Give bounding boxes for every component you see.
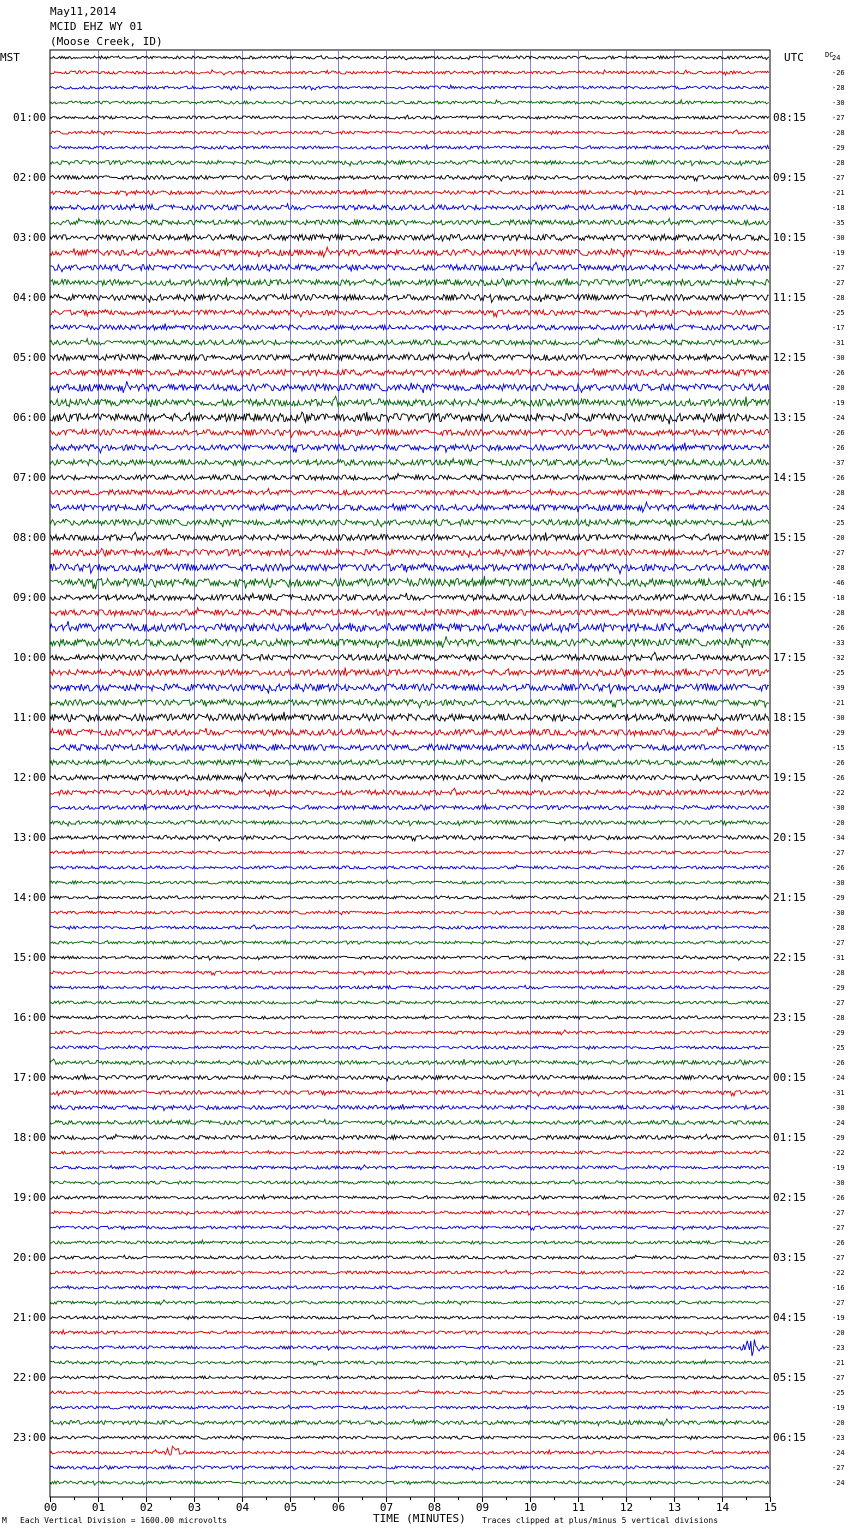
trace-line bbox=[50, 699, 769, 708]
trace-line bbox=[50, 1446, 769, 1455]
trace-line bbox=[50, 1030, 769, 1035]
dc-offset-label: -31 bbox=[832, 954, 845, 962]
dc-offset-label: -30 bbox=[832, 99, 845, 107]
trace-line bbox=[50, 1465, 769, 1470]
x-axis-label: TIME (MINUTES) bbox=[373, 1512, 466, 1525]
dc-offset-label: -30 bbox=[832, 354, 845, 362]
utc-hour-label: 18:15 bbox=[773, 711, 807, 724]
trace-line bbox=[50, 1119, 769, 1124]
dc-header: DC bbox=[825, 51, 834, 59]
trace-line bbox=[50, 1240, 769, 1244]
trace-line bbox=[50, 1180, 769, 1185]
trace-line bbox=[50, 1045, 769, 1050]
mst-hour-label: 13:00 bbox=[13, 831, 47, 844]
trace-line bbox=[50, 985, 769, 989]
dc-offset-label: -21 bbox=[832, 1359, 845, 1367]
trace-line bbox=[50, 743, 769, 751]
dc-offset-label: -27 bbox=[832, 1464, 845, 1472]
trace-line bbox=[50, 145, 769, 149]
trace-line bbox=[50, 381, 769, 393]
dc-offset-label: -19 bbox=[832, 249, 845, 257]
dc-offset-label: -20 bbox=[832, 1419, 845, 1427]
trace-line bbox=[50, 115, 769, 119]
x-tick-label: 09 bbox=[475, 1501, 490, 1514]
dc-offset-label: -26 bbox=[832, 1194, 845, 1202]
trace-line bbox=[50, 130, 769, 135]
utc-hour-label: 04:15 bbox=[773, 1311, 807, 1324]
trace-line bbox=[50, 353, 769, 361]
trace-line bbox=[50, 502, 769, 512]
dc-offset-label: -26 bbox=[832, 1239, 845, 1247]
x-tick-label: 02 bbox=[139, 1501, 154, 1514]
dc-offset-label: -26 bbox=[832, 69, 845, 77]
utc-hour-label: 12:15 bbox=[773, 351, 807, 364]
mst-hour-label: 14:00 bbox=[13, 891, 47, 904]
trace-line bbox=[50, 1165, 769, 1170]
dc-offset-label: -46 bbox=[832, 579, 845, 587]
dc-offset-label: -19 bbox=[832, 399, 845, 407]
mst-hour-label: 17:00 bbox=[13, 1071, 47, 1084]
utc-hour-label: 10:15 bbox=[773, 231, 807, 244]
mst-hour-label: 03:00 bbox=[13, 231, 47, 244]
utc-hour-label: 01:15 bbox=[773, 1131, 807, 1144]
mst-hour-label: 23:00 bbox=[13, 1431, 47, 1444]
utc-hour-label: 14:15 bbox=[773, 471, 807, 484]
dc-offset-label: -27 bbox=[832, 1209, 845, 1217]
corner-mark: M bbox=[2, 1516, 7, 1525]
dc-offset-label: -25 bbox=[832, 1389, 845, 1397]
trace-line bbox=[50, 773, 769, 781]
mst-hour-label: 01:00 bbox=[13, 111, 47, 124]
dc-offset-label: -24 bbox=[832, 504, 845, 512]
dc-offset-label: -16 bbox=[832, 1284, 845, 1292]
trace-line bbox=[50, 295, 769, 303]
utc-hour-label: 02:15 bbox=[773, 1191, 807, 1204]
trace-line bbox=[50, 880, 769, 884]
dc-offset-label: -22 bbox=[832, 1149, 845, 1157]
trace-line bbox=[50, 608, 769, 616]
dc-offset-label: -23 bbox=[832, 1434, 845, 1442]
dc-offset-label: -24 bbox=[832, 1074, 845, 1082]
dc-offset-label: -28 bbox=[832, 1014, 845, 1022]
trace-line bbox=[50, 956, 769, 960]
trace-line bbox=[50, 1134, 769, 1139]
dc-offset-label: -30 bbox=[832, 1179, 845, 1187]
utc-hour-label: 13:15 bbox=[773, 411, 807, 424]
utc-hour-label: 23:15 bbox=[773, 1011, 807, 1024]
x-tick-label: 14 bbox=[715, 1501, 730, 1514]
dc-offset-label: -26 bbox=[832, 369, 845, 377]
trace-line bbox=[50, 458, 769, 466]
dc-offset-label: -21 bbox=[832, 189, 845, 197]
x-tick-label: 12 bbox=[619, 1501, 634, 1514]
dc-offset-label: -25 bbox=[832, 309, 845, 317]
mst-hour-label: 16:00 bbox=[13, 1011, 47, 1024]
x-tick-label: 01 bbox=[91, 1501, 106, 1514]
trace-line bbox=[50, 1226, 769, 1230]
trace-line bbox=[50, 548, 769, 557]
dc-offset-label: -27 bbox=[832, 174, 845, 182]
trace-line bbox=[50, 836, 769, 842]
dc-offset-label: -24 bbox=[832, 414, 845, 422]
trace-line bbox=[50, 1375, 769, 1379]
dc-offset-label: -27 bbox=[832, 1254, 845, 1262]
mst-hour-label: 21:00 bbox=[13, 1311, 47, 1324]
trace-line bbox=[50, 1195, 769, 1199]
dc-offset-label: -29 bbox=[832, 894, 845, 902]
x-tick-label: 15 bbox=[763, 1501, 778, 1514]
clip-note: Traces clipped at plus/minus 5 vertical divisions bbox=[482, 1516, 719, 1525]
x-tick-label: 13 bbox=[667, 1501, 682, 1514]
dc-offset-label: -26 bbox=[832, 864, 845, 872]
trace-line bbox=[50, 820, 769, 826]
dc-offset-label: 24 bbox=[832, 54, 841, 62]
dc-offset-label: -27 bbox=[832, 1374, 845, 1382]
trace-line bbox=[50, 1360, 769, 1365]
trace-line bbox=[50, 1104, 769, 1110]
utc-hour-label: 20:15 bbox=[773, 831, 807, 844]
trace-line bbox=[50, 443, 769, 453]
trace-line bbox=[50, 667, 769, 676]
trace-line bbox=[50, 564, 769, 574]
dc-offset-label: -23 bbox=[832, 1344, 845, 1352]
utc-hour-label: 15:15 bbox=[773, 531, 807, 544]
trace-line bbox=[50, 474, 769, 481]
dc-offset-label: -26 bbox=[832, 759, 845, 767]
dc-offset-label: -27 bbox=[832, 549, 845, 557]
utc-hour-label: 09:15 bbox=[773, 171, 807, 184]
dc-offset-label: -27 bbox=[832, 999, 845, 1007]
utc-hour-label: 06:15 bbox=[773, 1431, 807, 1444]
dc-offset-label: -29 bbox=[832, 144, 845, 152]
dc-offset-label: -30 bbox=[832, 714, 845, 722]
dc-offset-label: -28 bbox=[832, 294, 845, 302]
utc-hour-label: 03:15 bbox=[773, 1251, 807, 1264]
dc-offset-label: -29 bbox=[832, 984, 845, 992]
trace-line bbox=[50, 429, 769, 437]
trace-line bbox=[50, 1090, 769, 1096]
trace-line bbox=[50, 1435, 769, 1440]
dc-offset-label: -29 bbox=[832, 1134, 845, 1142]
left-axis-title: MST bbox=[0, 51, 20, 64]
dc-offset-label: -28 bbox=[832, 564, 845, 572]
trace-line bbox=[50, 518, 769, 527]
utc-hour-label: 16:15 bbox=[773, 591, 807, 604]
dc-offset-label: -19 bbox=[832, 1404, 845, 1412]
trace-line bbox=[50, 910, 769, 915]
dc-offset-label: -20 bbox=[832, 819, 845, 827]
dc-offset-label: -21 bbox=[832, 699, 845, 707]
trace-line bbox=[50, 652, 769, 661]
dc-offset-label: -20 bbox=[832, 384, 845, 392]
utc-hour-label: 11:15 bbox=[773, 291, 807, 304]
header-date: May11,2014 bbox=[50, 5, 117, 18]
trace-line bbox=[50, 56, 769, 60]
dc-offset-label: -31 bbox=[832, 339, 845, 347]
dc-offset-label: -26 bbox=[832, 429, 845, 437]
trace-line bbox=[50, 621, 769, 632]
trace-line bbox=[50, 396, 769, 407]
trace-line bbox=[50, 339, 769, 346]
dc-offset-label: -26 bbox=[832, 1059, 845, 1067]
dc-offset-label: -26 bbox=[832, 774, 845, 782]
mst-hour-label: 10:00 bbox=[13, 651, 47, 664]
trace-line bbox=[50, 895, 769, 900]
trace-line bbox=[50, 1405, 769, 1409]
dc-offset-label: -35 bbox=[832, 219, 845, 227]
trace-line bbox=[50, 1075, 769, 1081]
dc-offset-label: -30 bbox=[832, 879, 845, 887]
dc-offset-label: -25 bbox=[832, 519, 845, 527]
trace-line bbox=[50, 160, 769, 166]
dc-offset-label: -28 bbox=[832, 129, 845, 137]
dc-offset-label: -28 bbox=[832, 969, 845, 977]
dc-offset-label: -27 bbox=[832, 849, 845, 857]
dc-offset-label: -37 bbox=[832, 459, 845, 467]
trace-line bbox=[50, 247, 769, 257]
dc-offset-label: -30 bbox=[832, 804, 845, 812]
trace-line bbox=[50, 850, 769, 854]
mst-hour-label: 12:00 bbox=[13, 771, 47, 784]
dc-offset-label: -26 bbox=[832, 474, 845, 482]
trace-line bbox=[50, 712, 769, 722]
dc-offset-label: -32 bbox=[832, 654, 845, 662]
trace-line bbox=[50, 1270, 769, 1274]
x-tick-label: 10 bbox=[523, 1501, 538, 1514]
dc-offset-label: -28 bbox=[832, 489, 845, 497]
x-tick-label: 00 bbox=[43, 1501, 58, 1514]
trace-line bbox=[50, 489, 769, 496]
trace-line bbox=[50, 728, 769, 736]
trace-line bbox=[50, 970, 769, 975]
trace-line bbox=[50, 1419, 769, 1426]
utc-hour-label: 19:15 bbox=[773, 771, 807, 784]
trace-line bbox=[50, 940, 769, 945]
mst-hour-label: 08:00 bbox=[13, 531, 47, 544]
trace-line bbox=[50, 788, 769, 796]
utc-hour-label: 00:15 bbox=[773, 1071, 807, 1084]
dc-offset-label: -17 bbox=[832, 324, 845, 332]
trace-line bbox=[50, 1340, 769, 1357]
dc-offset-label: -15 bbox=[832, 744, 845, 752]
trace-line bbox=[50, 1330, 769, 1335]
trace-line bbox=[50, 310, 769, 317]
trace-line bbox=[50, 1315, 769, 1320]
dc-offset-label: -26 bbox=[832, 624, 845, 632]
trace-line bbox=[50, 1151, 769, 1155]
utc-hour-label: 17:15 bbox=[773, 651, 807, 664]
trace-line bbox=[50, 1481, 769, 1485]
trace-line bbox=[50, 804, 769, 810]
right-axis-title: UTC bbox=[784, 51, 804, 64]
dc-offset-label: -27 bbox=[832, 264, 845, 272]
dc-offset-label: -24 bbox=[832, 1119, 845, 1127]
dc-offset-label: -27 bbox=[832, 1224, 845, 1232]
trace-line bbox=[50, 1255, 769, 1259]
trace-line bbox=[50, 925, 769, 930]
mst-hour-label: 09:00 bbox=[13, 591, 47, 604]
trace-line bbox=[50, 1211, 769, 1215]
dc-offset-label: -19 bbox=[832, 1164, 845, 1172]
utc-hour-label: 21:15 bbox=[773, 891, 807, 904]
dc-offset-label: -26 bbox=[832, 444, 845, 452]
trace-line bbox=[50, 636, 769, 648]
trace-line bbox=[50, 204, 769, 211]
dc-offset-label: -31 bbox=[832, 1089, 845, 1097]
mst-hour-label: 05:00 bbox=[13, 351, 47, 364]
dc-offset-label: -18 bbox=[832, 204, 845, 212]
trace-line bbox=[50, 277, 769, 286]
trace-line bbox=[50, 576, 769, 589]
utc-hour-label: 08:15 bbox=[773, 111, 807, 124]
utc-hour-label: 22:15 bbox=[773, 951, 807, 964]
trace-line bbox=[50, 100, 769, 105]
dc-offset-label: -19 bbox=[832, 1314, 845, 1322]
dc-offset-label: -30 bbox=[832, 234, 845, 242]
dc-offset-label: -33 bbox=[832, 639, 845, 647]
trace-line bbox=[50, 85, 769, 90]
header-station: MCID EHZ WY 01 bbox=[50, 20, 143, 33]
trace-line bbox=[50, 684, 769, 694]
dc-offset-label: -25 bbox=[832, 1044, 845, 1052]
trace-line bbox=[50, 234, 769, 241]
mst-hour-label: 04:00 bbox=[13, 291, 47, 304]
dc-offset-label: -28 bbox=[832, 84, 845, 92]
mst-hour-label: 07:00 bbox=[13, 471, 47, 484]
dc-offset-label: -18 bbox=[832, 594, 845, 602]
trace-line bbox=[50, 1000, 769, 1004]
dc-offset-label: -28 bbox=[832, 159, 845, 167]
x-tick-label: 11 bbox=[571, 1501, 586, 1514]
x-tick-label: 07 bbox=[379, 1501, 394, 1514]
scale-note: Each Vertical Division = 1600.00 microvolts bbox=[20, 1516, 228, 1525]
dc-offset-label: -34 bbox=[832, 834, 845, 842]
trace-line bbox=[50, 532, 769, 540]
dc-offset-label: -39 bbox=[832, 684, 845, 692]
trace-line bbox=[50, 219, 769, 226]
dc-offset-label: -22 bbox=[832, 789, 845, 797]
trace-line bbox=[50, 865, 769, 869]
trace-line bbox=[50, 1059, 769, 1065]
dc-offset-label: -27 bbox=[832, 279, 845, 287]
trace-line bbox=[50, 593, 769, 601]
dc-offset-label: -29 bbox=[832, 729, 845, 737]
mst-hour-label: 19:00 bbox=[13, 1191, 47, 1204]
trace-line bbox=[50, 323, 769, 330]
header-location: (Moose Creek, ID) bbox=[50, 35, 163, 48]
dc-offset-label: -24 bbox=[832, 1479, 845, 1487]
x-tick-label: 06 bbox=[331, 1501, 346, 1514]
plot-frame bbox=[50, 50, 770, 1497]
dc-offset-label: -30 bbox=[832, 909, 845, 917]
dc-offset-label: -27 bbox=[832, 939, 845, 947]
utc-hour-label: 05:15 bbox=[773, 1371, 807, 1384]
mst-hour-label: 06:00 bbox=[13, 411, 47, 424]
trace-line bbox=[50, 70, 769, 75]
trace-line bbox=[50, 1390, 769, 1394]
x-tick-label: 03 bbox=[187, 1501, 202, 1514]
mst-hour-label: 15:00 bbox=[13, 951, 47, 964]
dc-offset-label: -25 bbox=[832, 669, 845, 677]
trace-line bbox=[50, 368, 769, 376]
dc-offset-label: -27 bbox=[832, 1299, 845, 1307]
trace-line bbox=[50, 1300, 769, 1305]
trace-line bbox=[50, 1015, 769, 1019]
x-tick-label: 04 bbox=[235, 1501, 250, 1514]
trace-line bbox=[50, 175, 769, 181]
x-tick-label: 05 bbox=[283, 1501, 298, 1514]
trace-line bbox=[50, 1285, 769, 1289]
x-tick-label: 08 bbox=[427, 1501, 442, 1514]
trace-line bbox=[50, 262, 769, 271]
mst-hour-label: 22:00 bbox=[13, 1371, 47, 1384]
dc-offset-label: -20 bbox=[832, 1329, 845, 1337]
dc-offset-label: -20 bbox=[832, 534, 845, 542]
dc-offset-label: -27 bbox=[832, 114, 845, 122]
trace-line bbox=[50, 759, 769, 765]
dc-offset-label: -28 bbox=[832, 924, 845, 932]
trace-line bbox=[50, 189, 769, 195]
mst-hour-label: 20:00 bbox=[13, 1251, 47, 1264]
dc-offset-label: -24 bbox=[832, 1449, 845, 1457]
mst-hour-label: 11:00 bbox=[13, 711, 47, 724]
dc-offset-label: -22 bbox=[832, 1269, 845, 1277]
trace-line bbox=[50, 412, 769, 424]
mst-hour-label: 18:00 bbox=[13, 1131, 47, 1144]
dc-offset-label: -29 bbox=[832, 1029, 845, 1037]
dc-offset-label: -30 bbox=[832, 1104, 845, 1112]
mst-hour-label: 02:00 bbox=[13, 171, 47, 184]
dc-offset-label: -28 bbox=[832, 609, 845, 617]
